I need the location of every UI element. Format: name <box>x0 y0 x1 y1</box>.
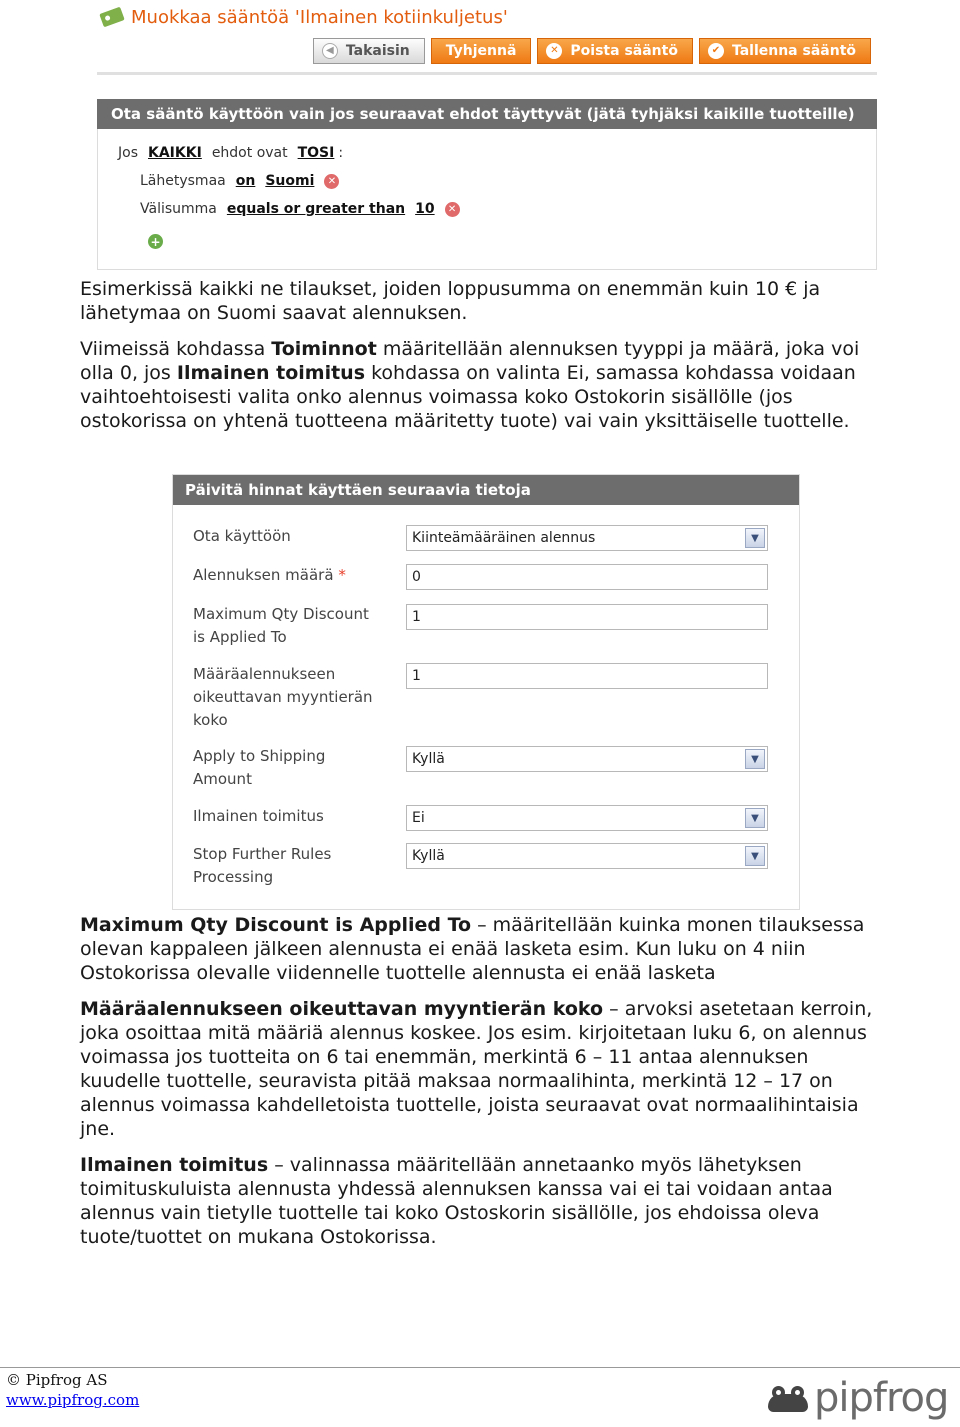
paragraph-free-shipping <box>80 1153 880 1249</box>
paragraph-step <box>80 997 880 1141</box>
footer-divider <box>0 1367 960 1368</box>
label-text: Processing <box>193 868 274 886</box>
chevron-down-icon: ▼ <box>745 846 765 866</box>
apply-type-select[interactable] <box>406 525 768 551</box>
paragraph-actions <box>80 337 880 433</box>
rule-editor-screenshot <box>97 0 877 270</box>
text-span: – arvoksi asetetaan kerroin, joka osoittaa mitä määriä alennus koskee. Jos esim. kirjoitetaan luku 6, on alennus voimassa jos tuotteita on 6 tai enemmän, merkintä 6 – 11 antaa alennuksen kuudelle tuottelle, seuravista pitää maksaa normaalihinta, merkintä 12 – 17 on alennus voimassa kahdelletoista tuottelle, joista seuraavat ovat normaalihintaisia jne. <box>80 998 873 1140</box>
condition-attribute: Lähetysmaa <box>140 173 226 189</box>
label-text: is Applied To <box>193 628 287 646</box>
label-text: Maximum Qty Discount <box>193 605 369 623</box>
input-value: 1 <box>412 668 421 684</box>
paragraph-example: Esimerkissä kaikki ne tilaukset, joiden loppusumma on enemmän kuin 10 € ja lähetymaa on Suomi saavat alennuksen. <box>80 278 821 324</box>
free-shipping-select[interactable] <box>406 805 768 831</box>
field-label <box>193 805 393 828</box>
remove-condition-icon[interactable]: ✕ <box>445 202 460 217</box>
label-text: Apply to Shipping <box>193 747 326 765</box>
condition-attribute: Välisumma <box>140 201 217 217</box>
back-button[interactable] <box>313 38 425 64</box>
bold-term: Toiminnot <box>271 338 377 360</box>
editor-title-text: Muokkaa sääntöä 'Ilmainen kotiinkuljetus' <box>131 6 508 28</box>
rule-suffix: : <box>338 145 344 161</box>
field-label <box>193 603 393 649</box>
text-span: – määritellään kuinka monen tilauksessa olevan kappaleen jälkeen alennusta ei enää lasketa esim. Kun luku on 4 niin Ostokorissa olevalle viidennelle tuottelle alennusta ei enää lasketa <box>80 914 865 984</box>
conditions-header: Ota sääntö käyttöön vain jos seuraavat ehdot täyttyvät (jätä tyhjäksi kaikille tuotteille) <box>97 99 877 129</box>
label-text: oikeuttavan myyntierän <box>193 688 373 706</box>
field-label <box>193 843 393 889</box>
text-span: kohdassa on valinta Ei, samassa kohdassa voidaan vaihtoehtoisesti valita onko alennus voimassa koko Ostokorin sisällölle (jos ostokorissa on yhtenä tuotteena määritetty tuote) vai vain yksittäiselle tuottelle. <box>80 362 856 432</box>
save-rule-button[interactable] <box>699 38 871 64</box>
bold-term: Ilmainen toimitus <box>176 362 366 384</box>
condition-value[interactable]: 10 <box>415 201 435 217</box>
check-icon: ✔ <box>708 43 724 59</box>
text-span: – valinnassa määritellään annetaanko myös lähetyksen toimituskuluista alennusta yhdessä alennuksen kanssa vai ei tai voidaan antaa alennus vain tietylle tuottelle tai koko Ostoskorin sisällölle, jos ehdoissa oleva tuote/tuottet on mukana Ostokorissa. <box>80 1154 833 1248</box>
bold-term: Ilmainen toimitus <box>80 1154 269 1176</box>
input-value: 1 <box>412 609 421 625</box>
bold-term: Määräalennukseen oikeuttavan myyntierän koko <box>80 998 604 1020</box>
delete-button-label: Poista sääntö <box>570 43 678 59</box>
label-text: Ota käyttöön <box>193 527 291 545</box>
editor-title <box>101 2 508 32</box>
reset-button-label: Tyhjennä <box>445 43 517 59</box>
field-label <box>193 525 393 548</box>
chevron-down-icon: ▼ <box>745 749 765 769</box>
bold-term: Maximum Qty Discount is Applied To <box>80 914 472 936</box>
add-condition-icon[interactable]: + <box>148 234 163 249</box>
label-text: Amount <box>193 770 252 788</box>
save-button-label: Tallenna sääntö <box>731 43 856 59</box>
label-text: Alennuksen määrä <box>193 566 334 584</box>
chevron-down-icon: ▼ <box>745 808 765 828</box>
back-arrow-icon: ◀ <box>322 43 338 59</box>
condition-row <box>140 201 460 217</box>
aggregator-toggle[interactable]: KAIKKI <box>148 145 202 161</box>
rule-middle-text: ehdot ovat <box>211 145 288 161</box>
editor-toolbar <box>313 38 871 64</box>
text-span: Viimeissä kohdassa <box>80 338 272 360</box>
text-span: määritellään alennuksen tyyppi ja määrä, joka voi olla 0, jos <box>80 338 860 384</box>
toolbar-divider <box>97 72 877 75</box>
select-value: Kyllä <box>412 751 445 767</box>
stop-further-rules-select[interactable] <box>406 843 768 869</box>
value-toggle[interactable]: TOSI <box>297 145 335 161</box>
condition-operator[interactable]: equals or greater than <box>226 201 406 217</box>
discount-step-input[interactable] <box>406 663 768 689</box>
paragraph-max-qty <box>80 913 880 985</box>
rule-aggregate-line <box>118 145 343 161</box>
rule-prefix: Jos <box>118 145 138 161</box>
field-label <box>193 663 393 732</box>
remove-condition-icon[interactable]: ✕ <box>324 174 339 189</box>
reset-button[interactable] <box>431 38 532 64</box>
delete-icon: ✕ <box>546 43 562 59</box>
required-mark: * <box>338 566 346 584</box>
chevron-down-icon: ▼ <box>745 528 765 548</box>
select-value: Ei <box>412 810 425 826</box>
pipfrog-logo <box>766 1374 956 1422</box>
condition-operator[interactable]: on <box>235 173 256 189</box>
conditions-panel <box>97 129 877 270</box>
label-text: koko <box>193 711 228 729</box>
label-text: Määräalennukseen <box>193 665 336 683</box>
delete-rule-button[interactable] <box>537 38 693 64</box>
select-value: Kyllä <box>412 848 445 864</box>
max-qty-discount-input[interactable] <box>406 604 768 630</box>
input-value: 0 <box>412 569 421 585</box>
back-button-label: Takaisin <box>345 43 410 59</box>
condition-value[interactable]: Suomi <box>265 173 315 189</box>
condition-row <box>140 173 339 189</box>
frog-icon <box>766 1382 810 1414</box>
label-text: Stop Further Rules <box>193 845 332 863</box>
label-text: Ilmainen toimitus <box>193 807 324 825</box>
discount-amount-input[interactable] <box>406 564 768 590</box>
field-label <box>193 745 393 791</box>
footer-website-link[interactable]: www.pipfrog.com <box>6 1391 140 1409</box>
form-header: Päivitä hinnat käyttäen seuraavia tietoja <box>173 475 799 505</box>
footer-copyright: © Pipfrog AS <box>6 1371 108 1389</box>
logo-wordmark: pipfrog <box>814 1375 949 1421</box>
select-value: Kiinteämääräinen alennus <box>412 530 596 546</box>
apply-to-shipping-select[interactable] <box>406 746 768 772</box>
price-update-form-screenshot <box>172 474 800 910</box>
ticket-icon <box>99 7 124 28</box>
field-label <box>193 564 393 587</box>
